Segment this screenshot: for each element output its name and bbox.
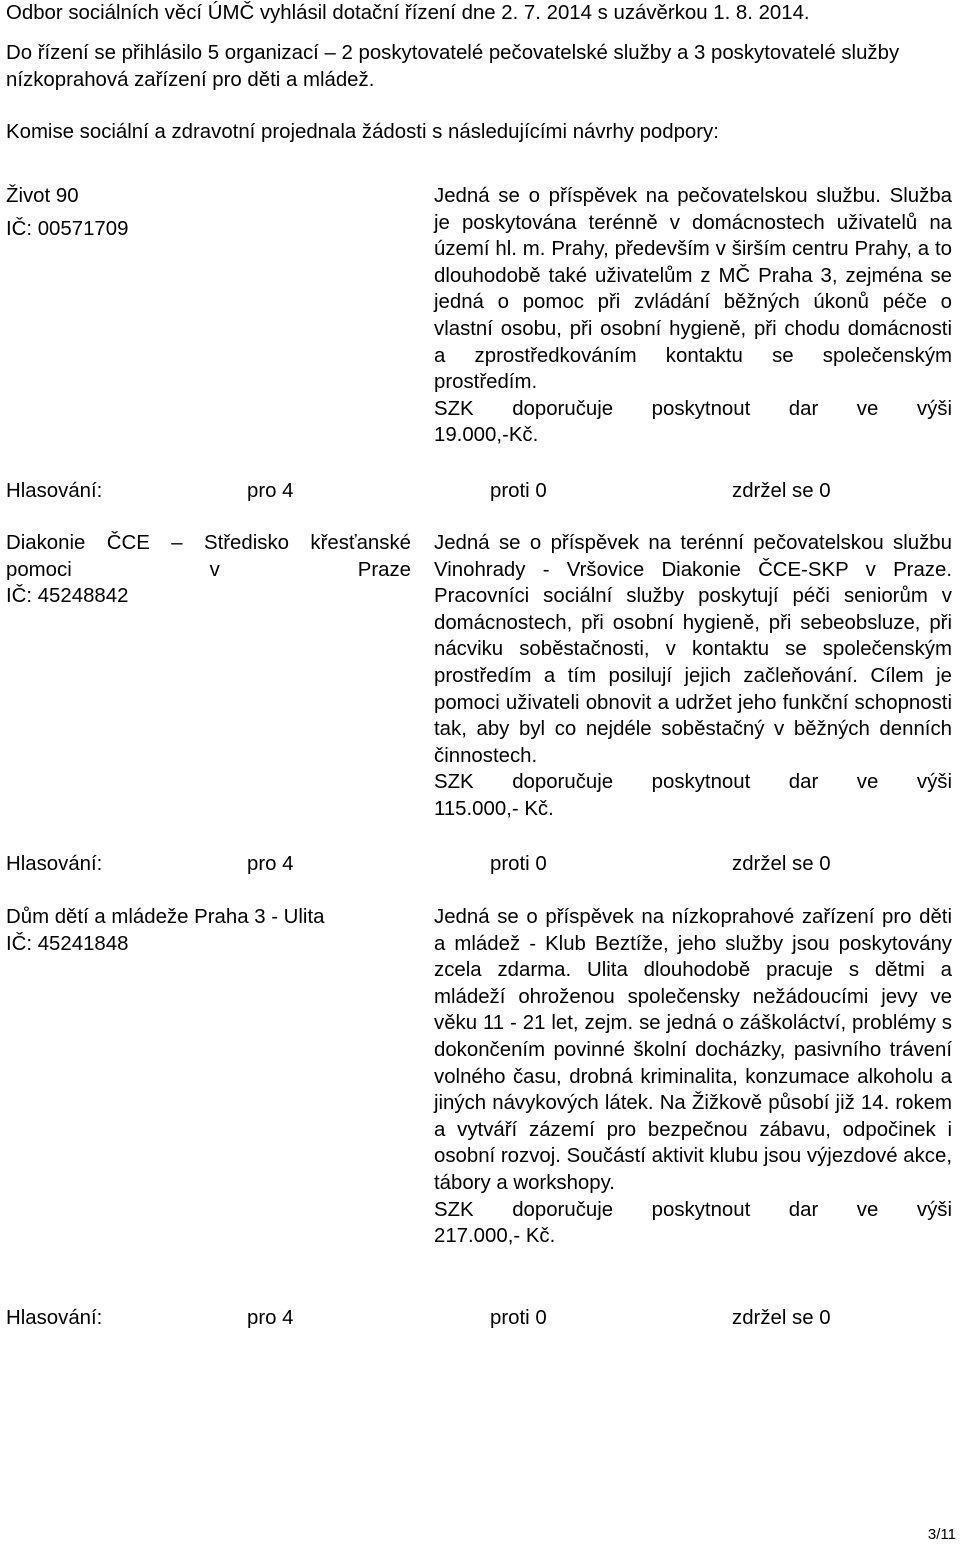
vote-against: proti 0 [490,480,547,502]
description-text: Jedná se o příspěvek na terénní pečovatelskou službu Vinohrady - Vršovice Diakonie ČCE-SKP v Praze. Pracovníci sociální služby poskytují péči seniorům v domácnostech, při osobní hygieně, při sebeobsluze, při nácviku soběstačnosti, v kontaktu se společenským prostředím a tím posilují jejich začleňování. Cílem je pomoci uživateli obnovit a udržet jeho funkční schopnosti tak, aby byl co nejdéle soběstačný v běžných denních činnostech. [434,532,952,767]
organization-ic: IČ: 45248842 [6,585,129,608]
organization-name: Život 90 [6,185,79,207]
recommended-amount: 217.000,- Kč. [434,1225,556,1248]
intro-announcement: Odbor sociálních věcí ÚMČ vyhlásil dotační řízení dne 2. 7. 2014 s uzávěrkou 1. 8. 2014. [6,2,810,24]
vote-label: Hlasování: [6,480,103,502]
vote-for: pro 4 [247,1307,294,1329]
organization-ic: IČ: 45241848 [6,932,129,955]
vote-against: proti 0 [490,853,547,875]
vote-label: Hlasování: [6,1307,103,1329]
organization-ic: IČ: 00571709 [6,217,129,240]
page-number: 3/11 [927,1526,956,1543]
recommended-amount: 19.000,-Kč. [434,424,539,447]
intro-committee: Komise sociální a zdravotní projednala žádosti s následujícími návrhy podpory: [6,121,719,143]
vote-against: proti 0 [490,1307,547,1329]
recommendation-text: SZK doporučuje poskytnout dar ve výši [434,771,952,794]
application-description [434,904,952,1250]
vote-row [6,851,906,878]
application-description [434,530,952,823]
recommendation-text: SZK doporučuje poskytnout dar ve výši [434,1198,952,1221]
organization-info [6,904,411,957]
organization-name: Diakonie ČCE – Středisko křesťanské pomoci v Praze [6,532,411,581]
organization-name: Dům dětí a mládeže Praha 3 - Ulita [6,906,325,928]
recommendation-text: SZK doporučuje poskytnout dar ve výši [434,397,952,420]
vote-for: pro 4 [247,480,294,502]
vote-abstain: zdržel se 0 [732,480,831,502]
vote-abstain: zdržel se 0 [732,1307,831,1329]
vote-row [6,478,906,505]
vote-abstain: zdržel se 0 [732,853,831,875]
recommended-amount: 115.000,- Kč. [434,797,554,820]
description-text: Jedná se o příspěvek na nízkoprahové zařízení pro děti a mládež - Klub Beztíže, jeho služby jsou poskytovány zcela zdarma. Ulita dlouhodobě pracuje s dětmi a mládeží ohroženou společensky nežádoucími jevy ve věku 11 - 21 let, zejm. se jedná o záškoláctví, problémy s dokončením povinné školní docházky, pasivního trávení volného času, drobná kriminalita, konzumace alkoholu a jiných návykových látek. Na Žižkově působí již 14. rokem a vytváří zázemí pro bezpečnou zábavu, odpočinek i osobní rozvoj. Součástí aktivit klubu jsou výjezdové akce, tábory a workshopy. [434,906,952,1194]
description-text: Jedná se o příspěvek na pečovatelskou službu. Služba je poskytována terénně v domácnostech uživatelů na území hl. m. Prahy, především v širším centru Prahy, a to dlouhodobě také uživatelům z MČ Praha 3, zejména se jedná o pomoc při zvládání běžných úkonů péče o vlastní osobu, při osobní hygieně, při chodu domácnosti a zprostředkováním kontaktu se společenským prostředím. [434,185,952,394]
vote-label: Hlasování: [6,853,103,875]
application-description [434,183,952,449]
intro-applicants: Do řízení se přihlásilo 5 organizací – 2 poskytovatelé pečovatelské služby a 3 poskytovatelé služby nízkoprahová zařízení pro děti a mládež. [6,42,900,91]
organization-info [6,530,411,610]
vote-row [6,1305,906,1332]
organization-info [6,183,411,242]
vote-for: pro 4 [247,853,294,875]
